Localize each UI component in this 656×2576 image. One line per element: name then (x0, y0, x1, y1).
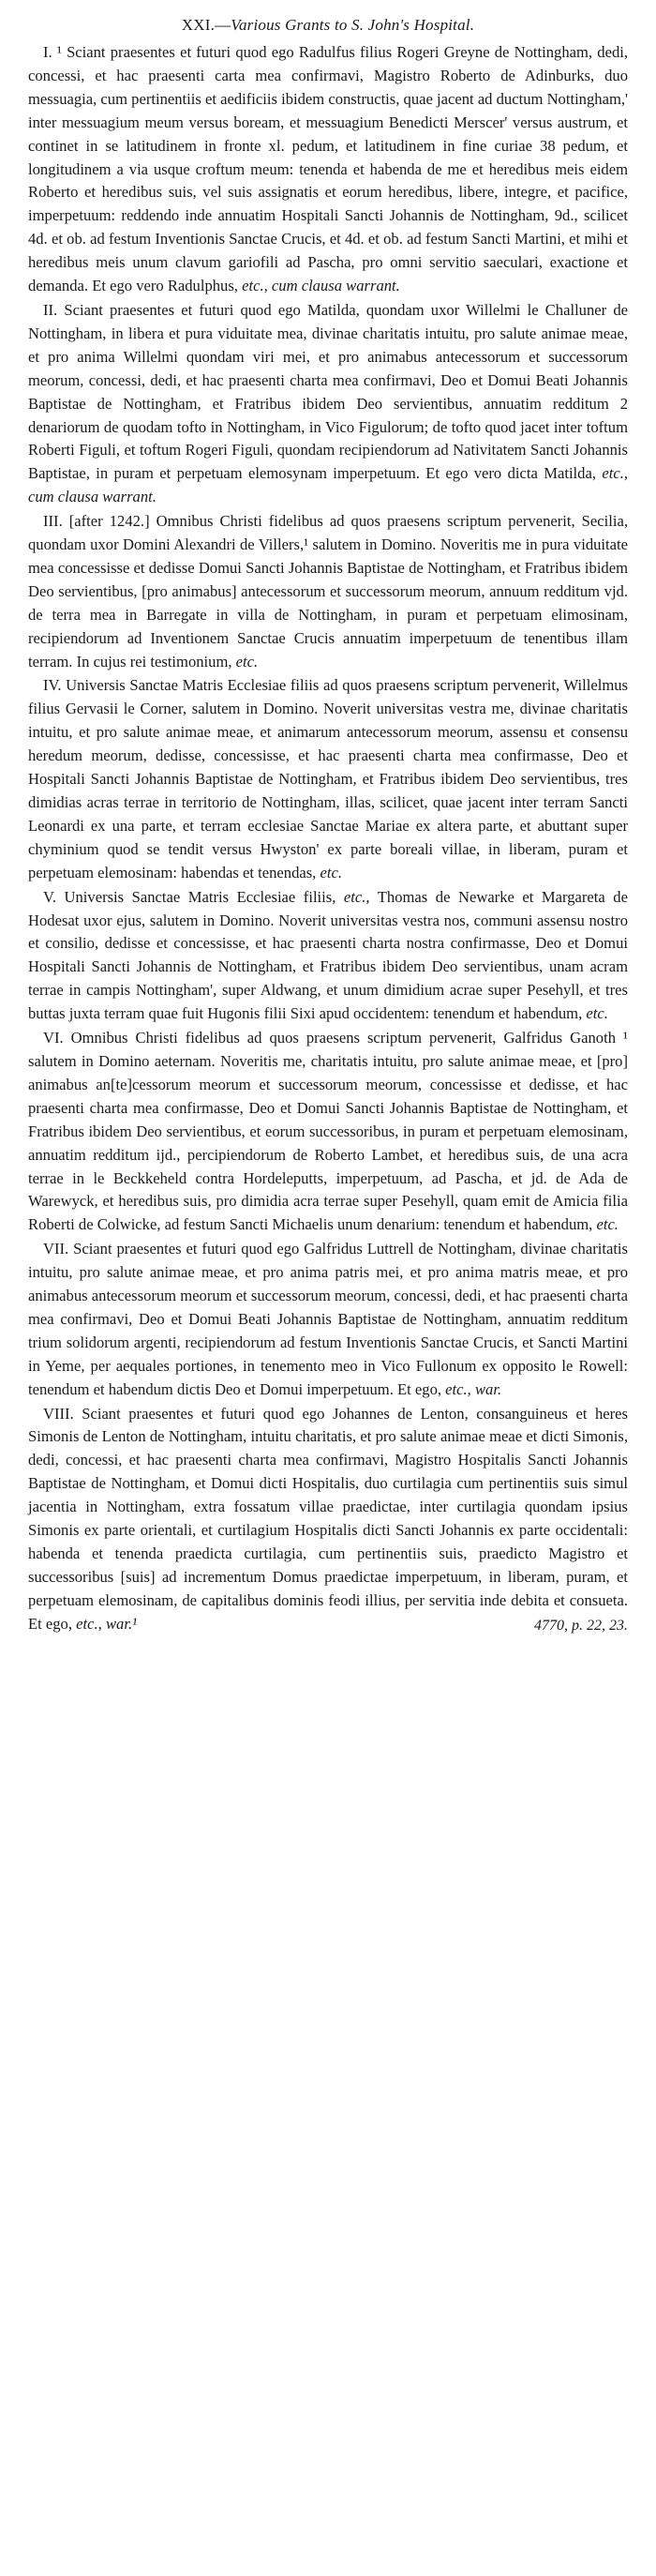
grant-text: III. [after 1242.] Omnibus Christi fidelibus ad quos praesens scriptum pervenerit, Secilia, quondam uxor Domini Alexandri de Villers,¹ salutem in Domino. Noveritis me in pura viduitate mea concessisse et dedisse Domui Sancti Johannis Baptistae de Nottingham, et Fratribus ibidem Deo servientibus, [pro animabus] antecessorum et successorum meorum, annuum redditum vjd. de terra mea in Barregate in villa de Nottingham, in puram et perpetuam elimosinam, recipiendorum ad Inventionem Sanctae Crucis annuatim imperpetuum de tenentibus illam terram. In cujus rei testimonium, (28, 512, 628, 670)
grant-paragraph-7 (28, 1238, 628, 1401)
grant-tail: etc., cum clausa warrant. (242, 277, 400, 295)
grant-tail: etc. (596, 1215, 619, 1234)
grant-paragraph-3 (28, 510, 628, 673)
grant-text: I. ¹ Sciant praesentes et futuri quod ego Radulfus filius Rogeri Greyne de Nottingham, dedi, concessi, et hac praesenti carta mea confirmavi, Magistro Roberto de Adinburks, duo messuagia, cum pertinentiis et aedificiis ibidem constructis, quae jacent ad ductum Nottingham,' inter messuagium meum versus boream, et messuagium Benedicti Merscer' versus austrum, et continet in se latitudinem in fronte xl. pedum, et latitudinem in fine curiae 38 pedum, et longitudinem a via usque croftum meum: tenenda et habenda de me et heredibus meis eidem Roberto et heredibus suis, vel suis assignatis et eorum heredibus, libere, integre, et pacifice, imperpetuum: reddendo inde annuatim Hospitali Sancti Johannis de Nottingham, 9d., scilicet 4d. et ob. ad festum Inventionis Sanctae Crucis, et 4d. et ob. ad festum Sancti Martini, et mihi et heredibus meis unum clavum gariofili ad Pascha, pro omni servitio saeculari, exactione et demanda. Et ego vero Radulphus, (28, 43, 628, 295)
source-reference: 4770, p. 22, 23. (534, 1617, 628, 1634)
grant-paragraph-2 (28, 299, 628, 509)
grant-tail: etc., cum clausa warrant. (28, 464, 628, 506)
grant-paragraph-5 (28, 886, 628, 1026)
grant-tail: etc. (235, 652, 259, 670)
grant-tail: etc. (320, 863, 342, 881)
grant-text: IV. Universis Sanctae Matris Ecclesiae filiis ad quos praesens scriptum pervenerit, Willelmus filius Gervasii le Corner, salutem in Domino. Noverit universitas vestra me, divinae charitatis intuitu, et pro salute animae meae, et animarum antecessorum meorum, assensu et consensu heredum meorum, dedisse, concessisse, et hac praesenti charta mea confirmasse, Deo et Hospitali Sancti Johannis Baptistae de Nottingham, et Fratribus ibidem Deo servientibus, tres dimidias acras terrae in territorio de Nottingham, illas, scilicet, quae jacent inter terram Sancti Leonardi ex una parte, et terram ecclesiae Sanctae Mariae ex altera parte, et abuttant super chyminium quod se tendit versus Hwyston' ex parte boreali villae, in liberam, puram et perpetuam elemosinam: habendas et tenendas, (28, 676, 628, 881)
grant-text: VII. Sciant praesentes et futuri quod ego Galfridus Luttrell de Nottingham, divinae charitatis intuitu, pro salute animae meae, et pro anima patris mei, et pro anima matris meae, et pro animabus antecessorum meorum et successorum meorum, concessi, dedi, et hac praesenti charta mea confirmavi, Deo et Domui Beati Johannis Baptistae de Nottingham, annuatim redditum trium solidorum argenti, recipiendorum ad festum Inventionis Sanctae Crucis, et Sancti Martini in Yeme, per aequales portiones, in tenemento meo in Vico Fullonum ex opposito le Rowell: tenendum et habendum dictis Deo et Domui imperpetuum. Et ego, (28, 1240, 628, 1398)
grant-tail: etc., war.¹ (76, 1614, 138, 1633)
grant-paragraph-8 (28, 1403, 628, 1636)
document-page (28, 13, 628, 1637)
section-heading (28, 13, 628, 38)
grant-text: II. Sciant praesentes et futuri quod ego Matilda, quondam uxor Willelmi le Challuner de Nottingham, in libera et pura viduitate mea, divinae charitatis intuitu, pro salute animae meae, et pro anima Willelmi quondam viri mei, et pro animabus antecessorum et successorum meorum, concessi, dedi, et hac praesenti charta mea confirmavi, Deo et Domui Beati Johannis Baptistae de Nottingham, et Fratribus ibidem Deo servientibus, annuatim redditum 2 denariorum de quodam tofto in Nottingham, in Vico Figulorum; de tofto quod jacet inter toftum Roberti Figuli, et toftum Rogeri Figuli, quondam recipiendorum ad Nativitatem Sancti Johannis Baptistae, in puram et perpetuam elemosynam imperpetuum. Et ego vero dicta Matilda, (28, 300, 628, 483)
grant-text: VIII. Sciant praesentes et futuri quod ego Johannes de Lenton, consanguineus et heres Simonis de Lenton de Nottingham, intuitu charitatis, et pro salute animae meae et dicti Simonis, dedi, concessi, et hac praesenti charta mea confirmavi, Magistro Hospitalis Sancti Johannis Baptistae de Nottingham, et Domui dicti Hospitalis, duo curtilagia cum pertinentiis suis simul jacentia in Nottingham, extra fossatum villae praedictae, inter curtilagia quondam ipsius Simonis ex parte orientali, et curtilagium Hospitalis dicti Sancti Johannis ex parte occidentali: habenda et tenenda praedicta curtilagia, cum pertinentiis suis, praedicto Magistro et successoribus [suis] ad incrementum Domus praedictae imperpetuum, in liberam, puram, et perpetuam elemosinam, de capitalibus dominis feodi illius, per servitia inde debita et consueta. Et ego, (28, 1404, 628, 1633)
grant-mid: etc., (343, 887, 370, 906)
grant-text-continued: Thomas de Newarke et Margareta de Hodesat uxor ejus, salutem in Domino. Noverit universitas vestra nos, communi assensu nostro et consilio, dedisse et concessisse, et hac praesenti charta nostra confirmasse, Deo et Domui Hospitali Sancti Johannis de Nottingham, et Fratribus ibidem Deo servientibus, unam acram terrae in campis Nottingham', super Aldwang, et unum dimidium acrae super Pesehyll, et tres buttas juxta terram quae fuit Hugonis filii Sixi apud occidentem: tenendum et habendum, (28, 887, 628, 1023)
section-title: Various Grants to S. John's Hospital. (231, 16, 475, 34)
grant-tail: etc. (586, 1004, 608, 1023)
grant-paragraph-1 (28, 41, 628, 298)
grant-paragraph-6 (28, 1027, 628, 1237)
grant-paragraph-4 (28, 674, 628, 884)
section-number: XXI.— (181, 16, 231, 34)
grant-text: VI. Omnibus Christi fidelibus ad quos praesens scriptum pervenerit, Galfridus Ganoth ¹ salutem in Domino aeternam. Noveritis me, charitatis intuitu, pro salute animae meae, et [pro] animabus an[te]cessorum meorum et successorum meorum, concessisse et dedisse, et hac praesenti charta mea confirmasse, Deo et Domui Sancti Johannis Baptistae de Nottingham, et Fratribus ibidem Deo servientibus, et eorum successoribus, in puram et perpetuam elemosinam, annuatim redditum ijd., percipiendorum de Roberto Lambet, et heredibus suis, de una acra terrae in le Beckkeheld contra Hordeleputts, imperpetuum, ad Pascha, et jd. de Ada de Warewyck, et heredibus suis, pro dimidia acra terrae super Pesehyll, quam emit de Amicia filia Roberti de Colwicke, ad festum Sancti Michaelis unum denarium: tenendum et habendum, (28, 1029, 628, 1234)
grant-text: V. Universis Sanctae Matris Ecclesiae filiis, (43, 887, 336, 906)
grant-tail: etc., war. (445, 1379, 502, 1398)
